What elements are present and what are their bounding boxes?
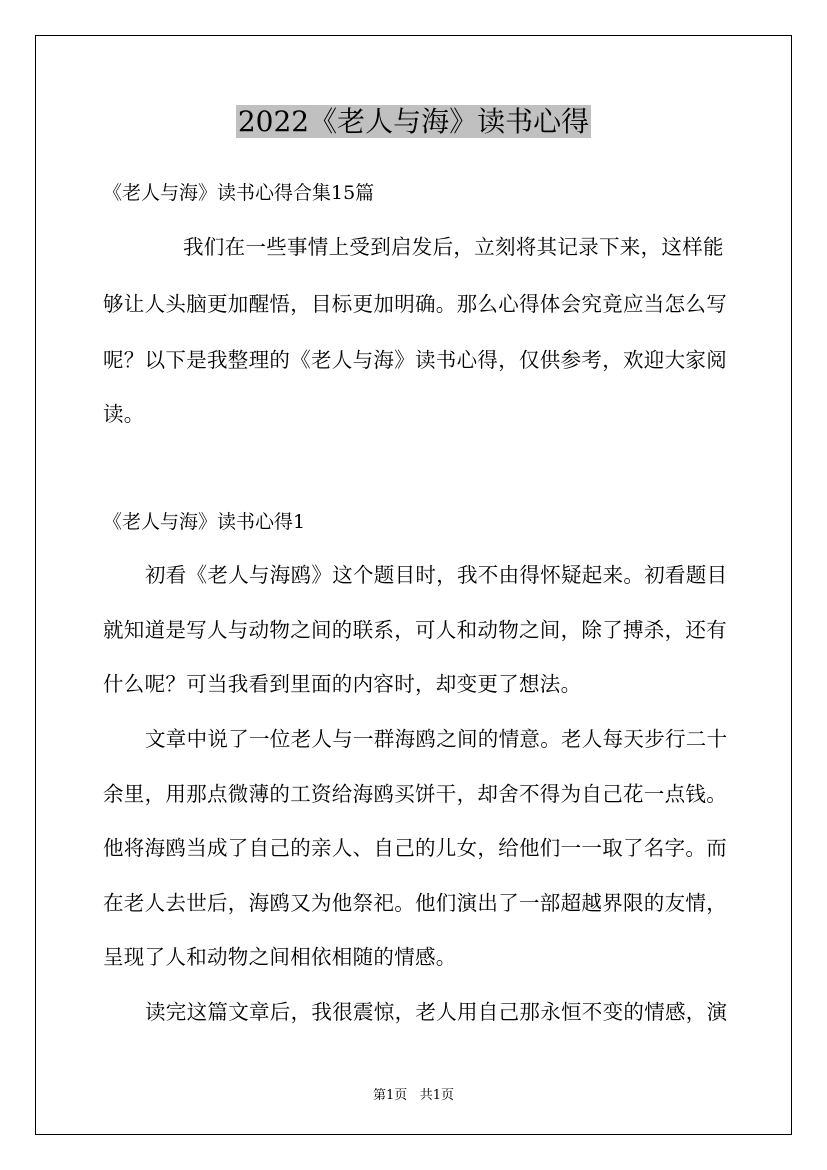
subtitle: 《老人与海》读书心得合集15篇 [103,182,375,204]
page-footer [0,1084,827,1103]
page-total: 共1页 [419,1088,454,1103]
title-text: 2022《老人与海》读书心得 [237,105,590,138]
intro-line: 呢？以下是我整理的《老人与海》读书心得，仅供参考，欢迎大家阅 [103,348,727,372]
intro-line: 够让人头脑更加醒悟，目标更加明确。那么心得体会究竟应当怎么写 [103,292,727,316]
body-line: 文章中说了一位老人与一群海鸥之间的情意。老人每天步行二十 [145,727,728,751]
document-title [0,100,827,144]
intro-line: 读。 [103,402,145,426]
section-heading: 《老人与海》读书心得1 [103,511,306,533]
body-line: 什么呢？可当我看到里面的内容时，却变更了想法。 [103,672,582,696]
body-line: 读完这篇文章后，我很震惊，老人用自己那永恒不变的情感，演 [145,1000,728,1024]
body-line: 他将海鸥当成了自己的亲人、自己的儿女，给他们一一取了名字。而 [103,836,727,860]
body-line: 初看《老人与海鸥》这个题目时，我不由得怀疑起来。初看题目 [145,563,728,587]
body-line: 余里，用那点微薄的工资给海鸥买饼干，却舍不得为自己花一点钱。 [103,782,727,806]
intro-line: 我们在一些事情上受到启发后，立刻将其记录下来，这样能 [183,235,724,259]
body-line: 就知道是写人与动物之间的联系，可人和动物之间，除了搏杀，还有 [103,618,727,642]
body-line: 呈现了人和动物之间相依相随的情感。 [103,945,457,969]
page-number: 第1页 [373,1088,408,1103]
body-line: 在老人去世后，海鸥又为他祭祀。他们演出了一部超越界限的友情， [103,891,727,915]
